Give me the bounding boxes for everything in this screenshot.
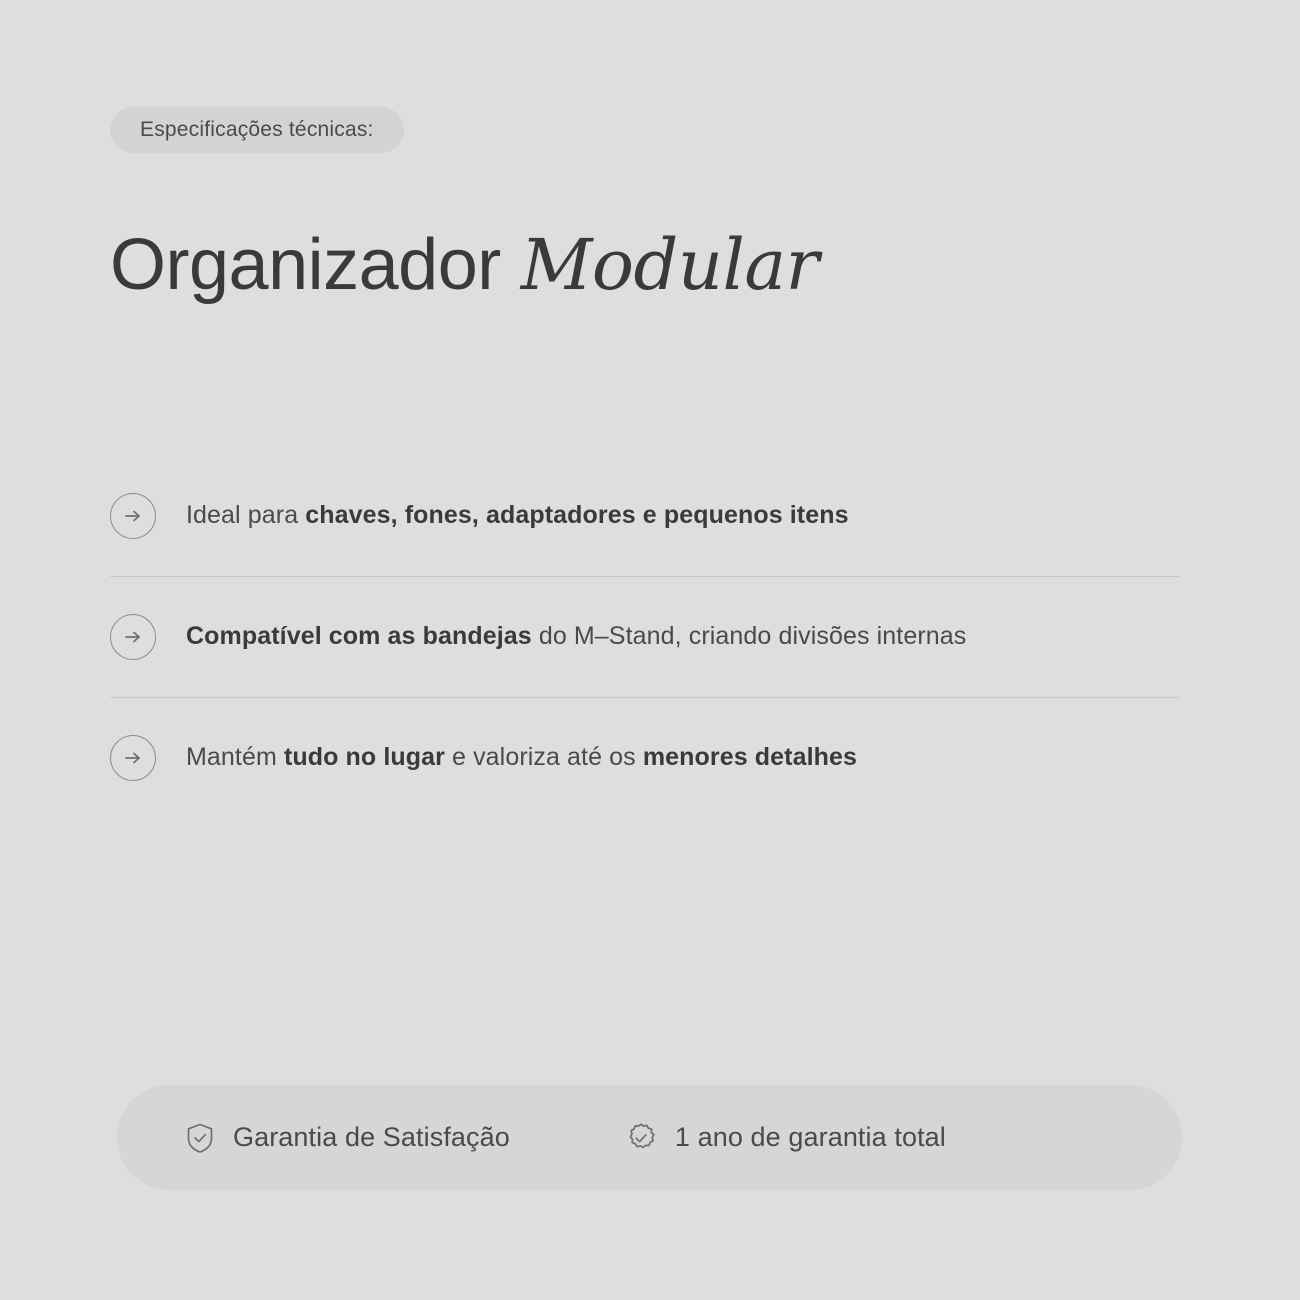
shield-check-icon: [185, 1122, 215, 1154]
arrow-right-circle-icon: [110, 493, 156, 539]
list-item: [110, 712, 1180, 804]
divider: [110, 576, 1180, 577]
feature-text: Ideal para chaves, fones, adaptadores e pequenos itens: [186, 501, 849, 530]
guarantee-bar: [117, 1085, 1182, 1190]
guarantee-label: Garantia de Satisfação: [233, 1122, 510, 1152]
arrow-right-circle-icon: [110, 735, 156, 781]
feature-list: [110, 470, 1180, 804]
eyebrow-label: Especificações técnicas:: [140, 118, 374, 141]
list-item: [110, 470, 1180, 562]
guarantee-item-satisfaction: [185, 1122, 510, 1154]
badge-check-icon: [625, 1122, 657, 1154]
feature-text: Compatível com as bandejas do M–Stand, criando divisões internas: [186, 622, 967, 651]
divider: [110, 697, 1180, 698]
arrow-right-circle-icon: [110, 614, 156, 660]
feature-text: Mantém tudo no lugar e valoriza até os menores detalhes: [186, 743, 857, 772]
page-title-italic: Modular: [520, 224, 819, 307]
eyebrow-pill: [110, 107, 404, 153]
list-item: [110, 591, 1180, 683]
guarantee-item-warranty: [625, 1122, 946, 1154]
guarantee-label: 1 ano de garantia total: [674, 1122, 946, 1152]
page-title: [110, 224, 819, 307]
page-title-regular: Organizador: [110, 225, 501, 306]
